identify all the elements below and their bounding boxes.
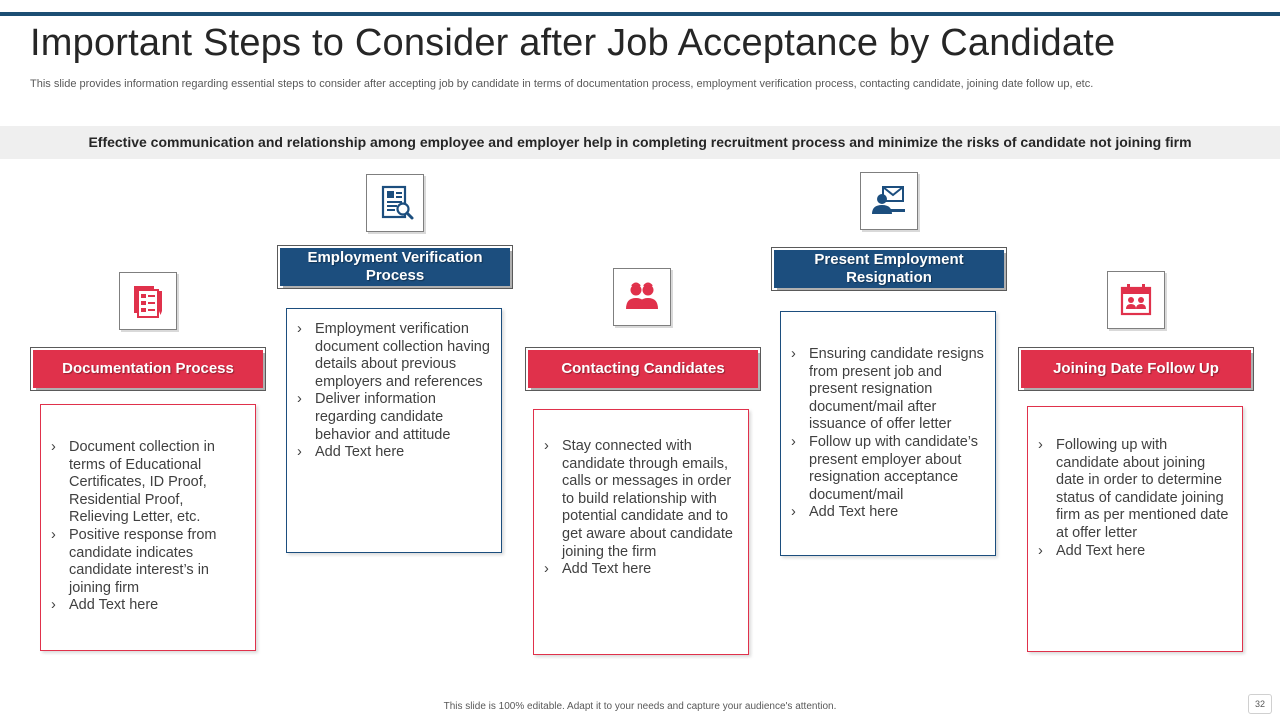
list-item: › Ensuring candidate resigns from present job and present resignation document/mail after issuance of offer letter [791,346,985,434]
step-desc-joining [1027,406,1243,652]
resignation-letter-icon [860,172,918,230]
step-label-documentation: Documentation Process [33,350,263,388]
step-label-resignation: Present Employment Resignation [774,250,1004,288]
page-number: 32 [1248,694,1272,714]
list-item: › Deliver information regarding candidate behavior and attitude [297,391,491,444]
footer-note: This slide is 100% editable. Adapt it to your needs and capture your audience's attention. [443,701,837,712]
list-item: › Add Text here [51,597,245,615]
step-label-verification: Employment Verification Process [280,248,510,286]
list-item: › Add Text here [1038,543,1232,561]
step-desc-verification [286,308,502,553]
step-desc-resignation [780,311,996,556]
documents-icon [119,272,177,330]
candidates-icon [613,268,671,326]
verification-search-icon [366,174,424,232]
list-item: › Document collection in terms of Educational Certificates, ID Proof, Residential Proof, Relieving Letter, etc. [51,439,245,527]
list-item: › Add Text here [297,444,491,462]
list-item: › Follow up with candidate’s present employer about resignation acceptance document/mail [791,434,985,504]
list-item: › Add Text here [544,561,738,579]
list-item: › Employment verification document collection having details about previous employers and references [297,321,491,391]
step-desc-contacting [533,409,749,655]
list-item: › Following up with candidate about joining date in order to determine status of candidate joining firm as per mentioned date at offer letter [1038,437,1232,543]
list-item: › Positive response from candidate indicates candidate interest’s in joining firm [51,527,245,597]
step-label-joining: Joining Date Follow Up [1021,350,1251,388]
top-accent-bar [0,12,1280,16]
slide-title: Important Steps to Consider after Job Acceptance by Candidate [30,22,1116,64]
banner-text: Effective communication and relationship among employee and employer help in completing recruitment process and minimize the risks of candidate not joining firm [88,134,1192,150]
list-item: › Stay connected with candidate through emails, calls or messages in order to build relationship with potential candidate and to get aware about candidate joining the firm [544,438,738,561]
step-desc-documentation [40,404,256,651]
slide-subtitle: This slide provides information regarding essential steps to consider after accepting job by candidate in terms of documentation process, employment verification process, contacting candidate, joining date follow up, etc. [30,78,1094,90]
step-label-contacting: Contacting Candidates [528,350,758,388]
list-item: › Add Text here [791,504,985,522]
calendar-users-icon [1107,271,1165,329]
banner [0,126,1280,159]
